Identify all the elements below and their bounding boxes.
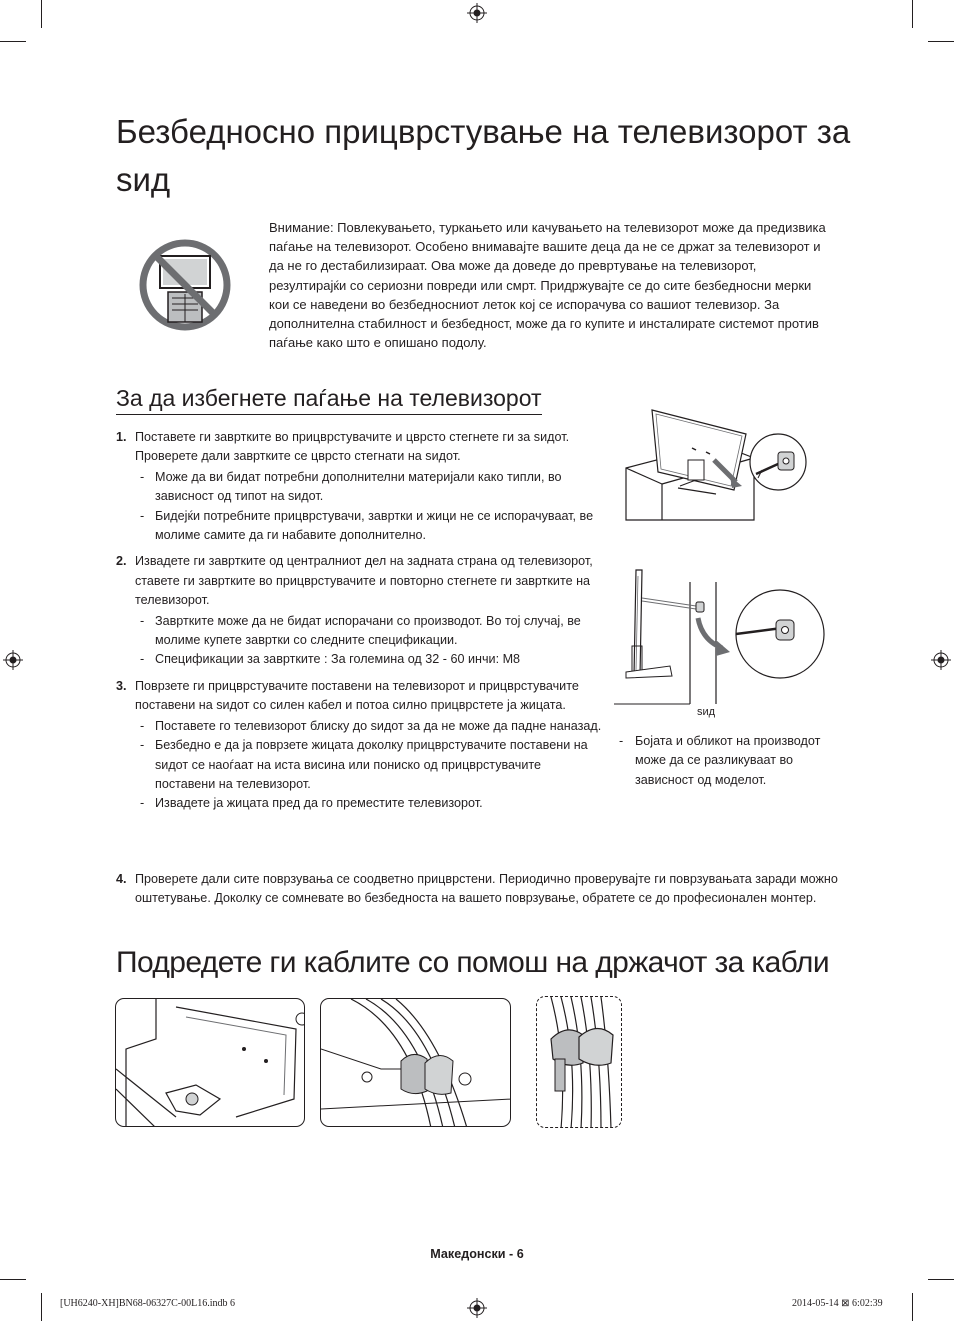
- tv-back-illustration: [115, 998, 305, 1127]
- page-number: Македонски - 6: [430, 1247, 524, 1261]
- step-4: [116, 870, 846, 909]
- steps-list: [116, 428, 602, 821]
- print-slug-left: [UH6240-XH]BN68-06327C-00L16.indb 6: [60, 1298, 235, 1309]
- bullet-text: Извадете ја жицата пред да го преместите телевизорот.: [155, 796, 483, 811]
- registration-mark-bottom-icon: [467, 1298, 487, 1318]
- wall-label: ѕид: [697, 706, 716, 718]
- list-item: - Бидејќи потребните прицврстувачи, завртки и жици не се испорачуваат, ве молиме самите да ги набавите дополнително.: [140, 508, 594, 543]
- list-item: - Завртките може да не бидат испорачани со производот. Во тој случај, ве молиме купете завртки со следните спецификации.: [140, 613, 581, 648]
- list-item: - Поставете го телевизорот блиску до ѕидот за да не може да падне наназад.: [140, 718, 602, 733]
- crop-mark-bottom-right-v: [912, 1293, 913, 1321]
- cable-section-title: Подредете ги каблите со помош на држачот за кабли: [116, 946, 829, 979]
- page-title: Безбедносно прицврстување на телевизорот за ѕид: [116, 113, 851, 198]
- section-subtitle: За да избегнете паѓање на телевизорот: [116, 383, 542, 415]
- model-note: - Бојата и обликот на производот може да се разликуваат во зависност од моделот.: [619, 734, 821, 787]
- list-item: - Извадете ја жицата пред да го преместите телевизорот.: [140, 796, 483, 811]
- warning-paragraph: Внимание: Повлекувањето, туркањето или качувањето на телевизорот може да предизвика паѓање на телевизорот. Особено внимавајте вашите деца да не се држат за телевизорот и да не го дестабилизираат. Ова може да доведе до превртување на телевизорот, резултирајќи со сериозни повреди или смрт. Придржувајте се до сите безбедносни мерки кои се наведени во безбедносниот леток кој се испорачува со вашиот телевизор. За дополнителна стабилност и безбедност, може да го купите и инсталирате системот против паѓање како што е опишано подолу.: [269, 220, 826, 351]
- step-3: [116, 677, 602, 814]
- registration-mark-right-icon: [931, 650, 951, 670]
- note-text: Бојата и обликот на производот може да се разликуваат во зависност од моделот.: [635, 734, 821, 787]
- step-2: [116, 552, 602, 669]
- tv-wall-side-view-illustration: [612, 566, 832, 710]
- list-item: - Може да ви бидат потребни дополнителни материјали како типли, во зависност од типот на ѕидот.: [140, 469, 562, 504]
- bullet-text: Безбедно е да ја поврзете жицата доколку прицврстувачите поставени на ѕидот се наоѓаат на иста висина или пониско од прицврстувачите поставени на телевизорот.: [155, 738, 588, 791]
- crop-mark-top-right-h: [928, 41, 954, 42]
- step-number: 1.: [116, 430, 127, 444]
- step-text: Поврзете ги прицврстувачите поставени на телевизорот и прицврстувачите поставени на ѕидот со силен кабел и потоа силно прицврстете ја жицата.: [135, 678, 579, 713]
- registration-mark-left-icon: [3, 650, 23, 670]
- step-1: [116, 428, 602, 545]
- list-item: - Безбедно е да ја поврзете жицата доколку прицврстувачите поставени на ѕидот се наоѓаат на иста висина или пониско од прицврстувачите поставени на телевизорот.: [140, 738, 588, 791]
- list-item: - Спецификации за завртките : За големина од 32 - 60 инчи: M8: [140, 652, 521, 667]
- step-text: Поставете ги завртките во прицврстувачите и цврсто стегнете ги за ѕидот. Проверете дали завртките се цврсто стегнати на ѕидот.: [135, 430, 570, 464]
- crop-mark-bottom-right-h: [928, 1279, 954, 1280]
- crop-mark-top-left-h: [0, 41, 26, 42]
- cable-routing-illustration: [320, 998, 511, 1127]
- step-number: 2.: [116, 554, 127, 569]
- crop-mark-bottom-left-h: [0, 1279, 26, 1280]
- crop-mark-top-right-v: [912, 0, 913, 28]
- bullet-text: Бидејќи потребните прицврстувачи, завртки и жици не се испорачуваат, ве молиме самите да ги набавите дополнително.: [155, 508, 594, 543]
- bullet-text: Поставете го телевизорот блиску до ѕидот за да не може да падне наназад.: [155, 718, 602, 733]
- crop-mark-bottom-left-v: [41, 1293, 42, 1321]
- bullet-text: Спецификации за завртките : За големина од 32 - 60 инчи: M8: [155, 652, 521, 667]
- cable-holder-closeup-illustration: [536, 996, 622, 1128]
- crop-mark-top-left-v: [41, 0, 42, 28]
- registration-mark-top-icon: [467, 3, 487, 23]
- step-text: Извадете ги завртките од централниот дел на задната страна од телевизорот, ставете ги завртките во прицврстувачите и повторно стегнете ги завртките на телевизорот.: [135, 554, 593, 608]
- step-text: Проверете дали сите поврзувања се соодветно прицврстени. Периодично проверувајте ги поврзувањата заради можно оштетување. Доколку се сомневате во безбедноста на вашето поврзување, обратете се до професионален монтер.: [135, 872, 838, 906]
- step-number: 4.: [116, 872, 127, 886]
- print-slug-right: 2014-05-14 ⊠ 6:02:39: [792, 1298, 883, 1309]
- bullet-text: Може да ви бидат потребни дополнителни материјали како типли, во зависност од типот на ѕидот.: [155, 469, 562, 504]
- tv-on-stand-illustration: [618, 404, 810, 538]
- step-number: 3.: [116, 678, 127, 693]
- bullet-text: Завртките може да не бидат испорачани со производот. Во тој случај, ве молиме купете завртки со следните спецификации.: [155, 613, 581, 648]
- no-climbing-warning-icon: [138, 238, 232, 332]
